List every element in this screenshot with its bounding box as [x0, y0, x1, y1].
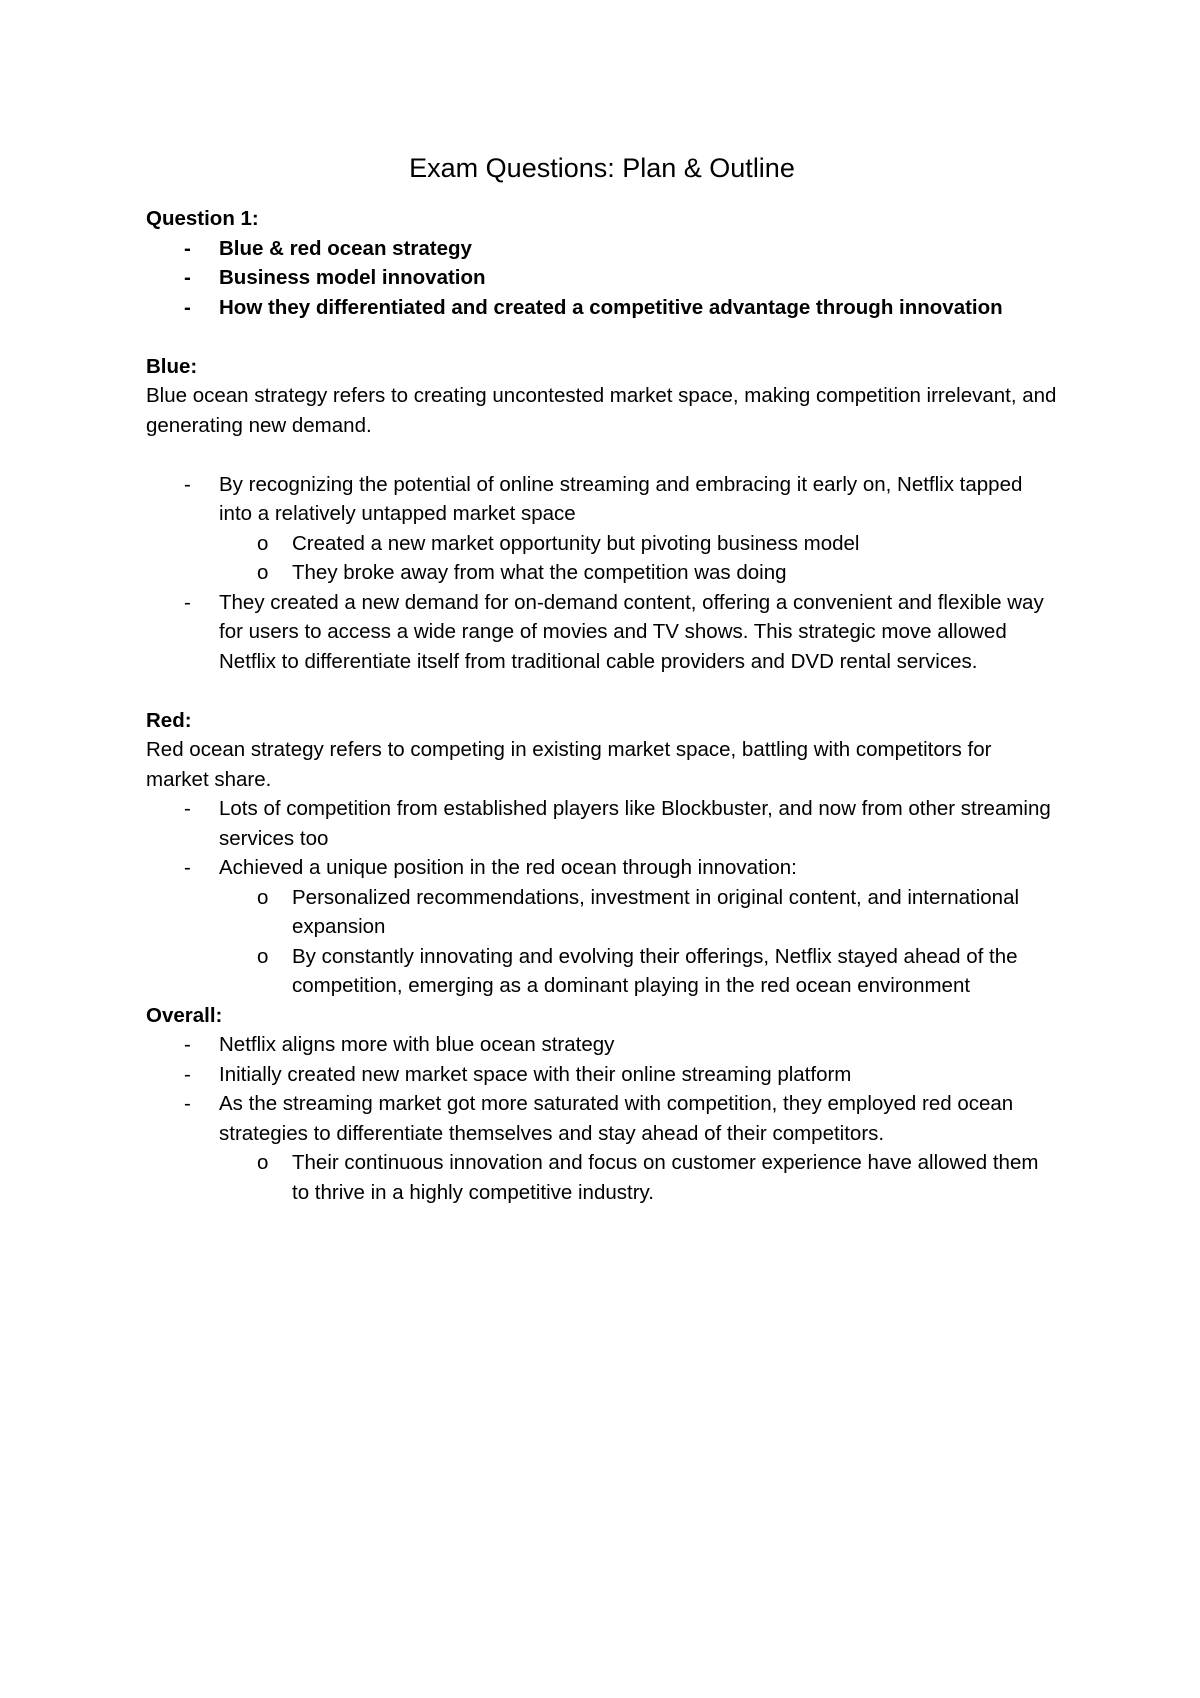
sub-list-item: o They broke away from what the competition was doing [219, 558, 1058, 588]
question-1-label: Question 1: [146, 207, 259, 230]
sub-list-item: o Personalized recommendations, investment in original content, and international expansion [219, 883, 1058, 942]
blue-list [146, 470, 1058, 677]
dash-marker: - [184, 797, 191, 820]
sub-list [219, 883, 1058, 1001]
circle-marker: o [257, 1151, 269, 1174]
list-item: - They created a new demand for on-demand content, offering a convenient and flexible way for users to access a wide range of movies and TV shows. This strategic move allowed Netflix to differentiate itself from traditional cable providers and DVD rental services. [146, 588, 1058, 677]
list-item: - Business model innovation [146, 263, 1058, 293]
spacer [146, 676, 1058, 706]
spacer [146, 440, 1058, 470]
blue-intro: Blue ocean strategy refers to creating uncontested market space, making competition irrelevant, and generating new demand. [146, 384, 1057, 437]
sub-list [219, 529, 1058, 588]
list-item: - Netflix aligns more with blue ocean strategy [146, 1030, 1058, 1060]
circle-marker: o [257, 885, 269, 909]
red-list [146, 794, 1058, 1001]
dash-marker: - [184, 472, 191, 496]
circle-marker: o [257, 944, 269, 968]
dash-marker: - [184, 266, 191, 289]
blue-section-label: Blue: [146, 354, 198, 378]
dash-marker: - [184, 236, 191, 260]
sub-list-item: o Created a new market opportunity but pivoting business model [219, 529, 1058, 559]
dash-marker: - [184, 1062, 191, 1086]
dash-marker: - [184, 590, 191, 614]
list-item: - Lots of competition from established players like Blockbuster, and now from other streaming services too [146, 794, 1058, 853]
question-1-list [146, 234, 1058, 323]
page-title: Exam Questions: Plan & Outline [409, 153, 795, 183]
list-item: - Initially created new market space with their online streaming platform [146, 1060, 1058, 1090]
list-item: - By recognizing the potential of online streaming and embracing it early on, Netflix tapped into a relatively untapped market space o Created a new market opportunity but pivoting business model o They broke away from what the competition was doing [146, 470, 1058, 588]
dash-marker: - [184, 1092, 191, 1115]
sub-list [219, 1148, 1058, 1207]
red-section-label: Red: [146, 708, 192, 732]
red-intro: Red ocean strategy refers to competing in existing market space, battling with competitors for market share. [146, 738, 992, 791]
list-item: - As the streaming market got more saturated with competition, they employed red ocean strategies to differentiate themselves and stay ahead of their competitors. o Their continuous innovation and focus on customer experience have allowed them to thrive in a highly competitive industry. [146, 1089, 1058, 1207]
dash-marker: - [184, 1033, 191, 1056]
list-item: - Blue & red ocean strategy [146, 234, 1058, 264]
overall-section-label: Overall: [146, 1003, 223, 1027]
circle-marker: o [257, 561, 269, 584]
dash-marker: - [184, 856, 191, 879]
list-item: - How they differentiated and created a competitive advantage through innovation [146, 293, 1058, 323]
sub-list-item: o By constantly innovating and evolving their offerings, Netflix stayed ahead of the competition, emerging as a dominant playing in the red ocean environment [219, 942, 1058, 1001]
dash-marker: - [184, 295, 191, 319]
circle-marker: o [257, 531, 269, 555]
document-body [146, 150, 1058, 1207]
list-item: - Achieved a unique position in the red ocean through innovation: o Personalized recommendations, investment in original content, and international expansion o By constantly innovating and evolving their offerings, Netflix stayed ahead of the competition, emerging as a dominant playing in the red ocean environment [146, 853, 1058, 1001]
sub-list-item: o Their continuous innovation and focus on customer experience have allowed them to thrive in a highly competitive industry. [219, 1148, 1058, 1207]
overall-list [146, 1030, 1058, 1207]
spacer [146, 322, 1058, 352]
